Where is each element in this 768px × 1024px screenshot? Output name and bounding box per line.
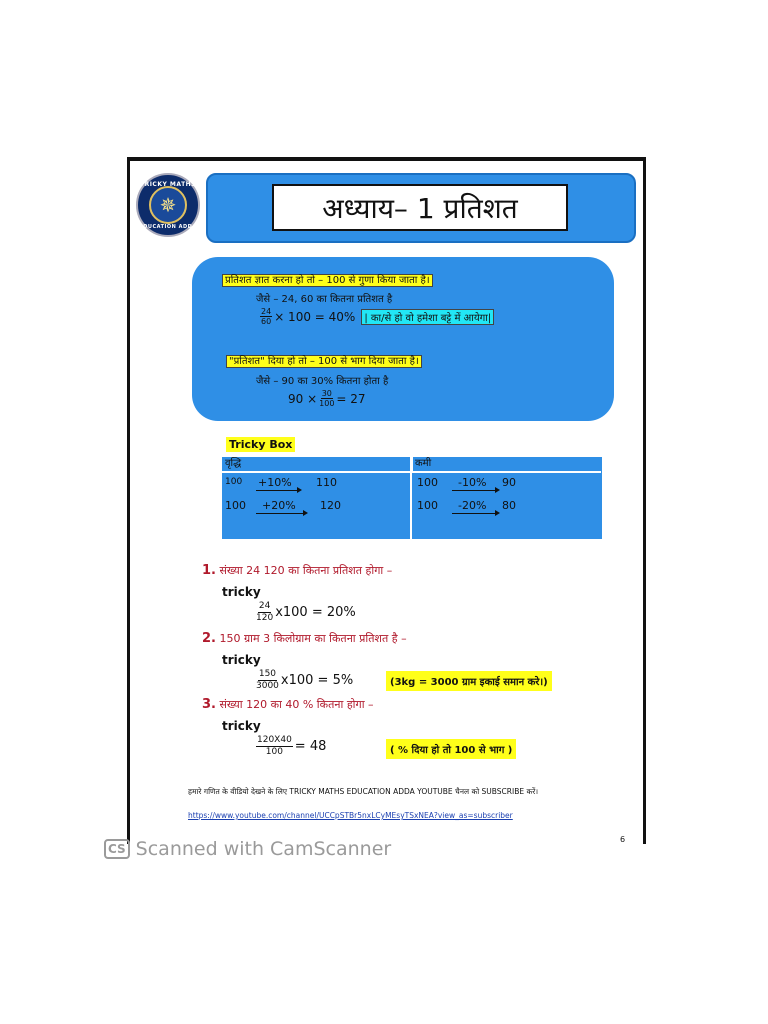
arrow-icon [256,490,300,491]
rule2-denominator: 100 [319,399,335,408]
question-1-numerator: 24 [258,601,271,611]
document-page [127,157,646,844]
question-1-result: x100 = 20% [275,605,356,620]
question-2-number: 2. [202,631,216,646]
question-2 [202,631,407,646]
arrow-icon [452,490,498,491]
rule1-calc [258,307,494,326]
rule2-result: = 27 [336,391,366,406]
question-3-result: = 48 [294,739,327,754]
question-3-text: संख्या 120 का 40 % कितना होगा – [219,698,374,711]
question-3-note: ( % दिया हो तो 100 से भाग ) [386,739,516,759]
question-1-number: 1. [202,563,216,578]
decrease-row2-change: -20% [458,499,487,512]
increase-row1-result: 110 [316,476,337,489]
camscanner-watermark [104,838,391,860]
footer-text: हमारे गणित के वीडियो देखने के लिए TRICKY MATHS EDUCATION ADDA YOUTUBE चैनल को SUBSCRIBE करें। [188,787,539,796]
camscanner-logo-icon: CS [104,839,130,859]
rule1-result: × 100 = 40% [274,309,356,324]
rule1-note: | का/से हो वो हमेशा बट्टे में आयेगा| [361,309,494,325]
question-1-calc [254,601,356,624]
increase-row2-result: 120 [320,499,341,512]
page-title: अध्याय– 1 प्रतिशत [272,184,568,231]
question-1 [202,563,392,578]
rules-box [192,257,614,421]
question-2-text: 150 ग्राम 3 किलोग्राम का कितना प्रतिशत है – [219,632,407,645]
rule1-example: जैसे – 24, 60 का कितना प्रतिशत है [256,294,393,305]
rule1-numerator: 24 [261,307,272,316]
rule2-example: जैसे – 90 का 30% कितना होता है [256,376,389,387]
question-2-tricky-label: tricky [222,653,261,667]
decrease-row2-result: 80 [502,499,516,512]
logo-text-top: TRICKY MATHS [139,181,196,188]
question-1-text: संख्या 24 120 का कितना प्रतिशत होगा – [219,564,393,577]
question-2-numerator: 150 [258,669,277,679]
decrease-row1-base: 100 [417,476,438,489]
rule2-text: "प्रतिशत" दिया हो तो – 100 से भाग दिया जाता है। [226,355,422,368]
youtube-link[interactable]: https://www.youtube.com/channel/UCCpSTBr5nxLCyMEsyTSxNEA?view_as=subscriber [188,811,513,820]
question-2-calc [254,669,353,692]
decrease-row1-change: -10% [458,476,487,489]
decrease-row1-result: 90 [502,476,516,489]
rule2-calc [288,389,366,408]
logo [136,173,200,237]
decrease-header: कमी [412,457,601,473]
increase-row1-change: +10% [258,476,292,489]
increase-row2-base: 100 [225,499,246,512]
question-2-result: x100 = 5% [280,673,354,688]
logo-text-bottom: EDUCATION ADDA [139,224,197,230]
tricky-box-title: Tricky Box [226,437,295,452]
question-1-tricky-label: tricky [222,585,261,599]
increase-row2-change: +20% [262,499,296,512]
rule1-denominator: 60 [261,317,272,326]
compass-icon: ✵ [149,186,187,224]
increase-row1-base: 100 [225,477,243,487]
question-3-calc [254,735,326,758]
question-3 [202,697,374,712]
question-3-denominator: 100 [265,747,283,757]
camscanner-text: Scanned with CamScanner [135,838,392,860]
rule1-text: प्रतिशत ज्ञात करना हो तो – 100 से गुणा किया जाता है। [222,274,433,287]
page-number: 6 [620,835,626,844]
title-banner [206,173,636,243]
question-2-denominator: 3000 [256,681,279,691]
question-3-number: 3. [202,697,216,712]
question-3-tricky-label: tricky [222,719,261,733]
arrow-icon [256,513,306,514]
rule2-numerator: 30 [321,389,332,398]
tricky-box-table [222,457,602,539]
question-3-numerator: 120X40 [257,735,292,745]
question-2-note: (3kg = 3000 ग्राम इकाई समान करे।) [386,671,552,691]
decrease-row2-base: 100 [417,499,438,512]
question-1-denominator: 120 [256,613,274,623]
rule2-lead: 90 × [288,391,318,406]
increase-header: वृद्धि [222,457,413,473]
arrow-icon [452,513,498,514]
